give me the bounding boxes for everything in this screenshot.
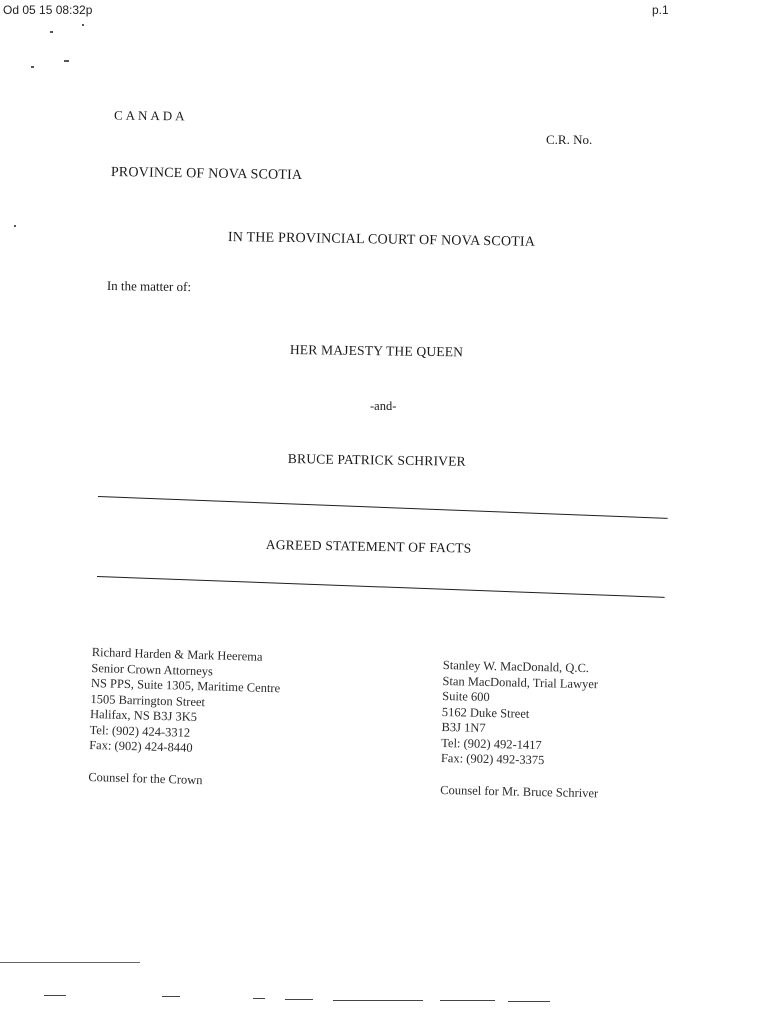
horizontal-rule: [97, 576, 665, 598]
fax-page-number: p.1: [652, 3, 669, 17]
scan-artifact-line: [0, 962, 140, 963]
scan-artifact-line: [253, 998, 265, 999]
defence-counsel-line: Stanley W. MacDonald, Q.C.: [442, 658, 590, 676]
crown-counsel-line: Halifax, NS B3J 3K5: [89, 706, 198, 724]
scan-artifact-line: [333, 1000, 423, 1001]
conjunction-and: -and-: [370, 399, 397, 413]
scan-speck: [14, 225, 16, 227]
crown-counsel-line: 1505 Barrington Street: [90, 691, 206, 709]
defence-counsel-line: Suite 600: [442, 688, 490, 704]
crown-counsel-line: Fax: (902) 424-8440: [89, 737, 193, 755]
scan-artifact-line: [285, 999, 313, 1000]
defence-counsel-role: Counsel for Mr. Bruce Schriver: [440, 782, 599, 800]
fax-timestamp: Od 05 15 08:32p: [3, 3, 93, 17]
document-title: AGREED STATEMENT OF FACTS: [265, 537, 472, 556]
scan-artifact-line: [440, 1000, 495, 1001]
defence-counsel-block: [440, 658, 601, 801]
scan-speck: [50, 31, 53, 33]
defence-counsel-line: B3J 1N7: [441, 719, 486, 735]
defence-counsel-line: Stan MacDonald, Trial Lawyer: [442, 673, 599, 691]
crown-counsel-line: Richard Harden & Mark Heerema: [91, 645, 263, 664]
matter-intro: In the matter of:: [106, 278, 192, 295]
defence-counsel-line: Tel: (902) 492-1417: [441, 735, 542, 752]
scan-speck: [82, 24, 84, 26]
scan-speck: [64, 60, 69, 62]
crown-counsel-line: NS PPS, Suite 1305, Maritime Centre: [90, 675, 281, 696]
court-name: IN THE PROVINCIAL COURT OF NOVA SCOTIA: [227, 230, 536, 250]
scan-artifact-line: [162, 996, 180, 997]
crown-counsel-role: Counsel for the Crown: [88, 769, 203, 787]
crown-counsel-line: Tel: (902) 424-3312: [89, 722, 191, 740]
party-crown: HER MAJESTY THE QUEEN: [289, 342, 464, 360]
party-accused: BRUCE PATRICK SCHRIVER: [287, 451, 466, 469]
scan-artifact-line: [508, 1001, 550, 1002]
crown-counsel-block: [88, 645, 281, 790]
scan-speck: [31, 66, 34, 68]
country-label: CANADA: [113, 107, 188, 124]
province-label: PROVINCE OF NOVA SCOTIA: [110, 165, 303, 184]
defence-counsel-line: 5162 Duke Street: [441, 704, 530, 721]
defence-counsel-line: Fax: (902) 492-3375: [440, 750, 545, 768]
horizontal-rule: [98, 496, 668, 519]
crown-counsel-line: Senior Crown Attorneys: [91, 660, 214, 678]
scan-artifact-line: [44, 995, 66, 996]
file-number-label: C.R. No.: [546, 132, 593, 147]
